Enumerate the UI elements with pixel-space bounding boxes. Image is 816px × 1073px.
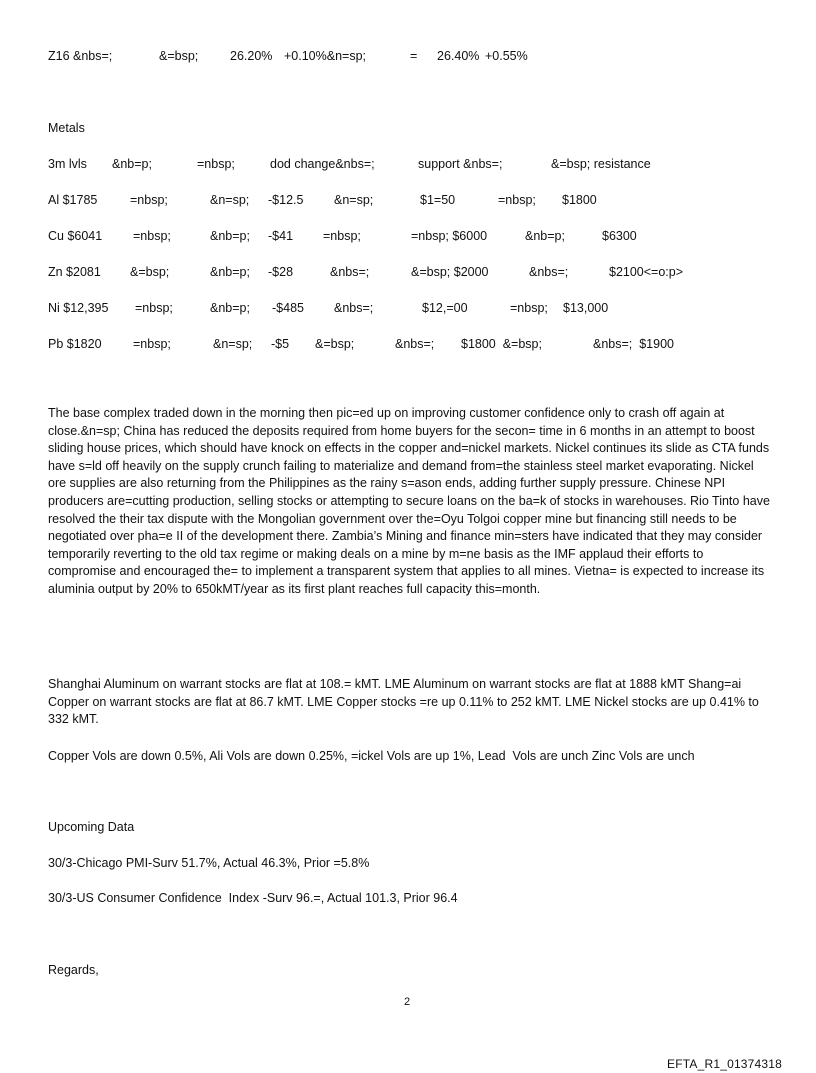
metal-level: Al $1785 (48, 193, 98, 207)
metal-change: -$28 (268, 265, 294, 279)
metal-filler: =nbsp; (133, 337, 171, 351)
metal-filler: =nbsp; (323, 229, 361, 243)
metal-change: -$485 (272, 301, 304, 315)
metal-filler: &nb=p; (525, 229, 565, 243)
metal-level: Zn $2081 (48, 265, 101, 279)
upcoming-heading: Upcoming Data (48, 820, 135, 834)
closing: Regards, (48, 963, 99, 977)
metals-header-cell: =nbsp; (197, 157, 235, 171)
metal-filler: =nbsp; (135, 301, 173, 315)
z16-cell: &=bsp; (159, 49, 199, 63)
metal-filler: &nb=p; (210, 301, 250, 315)
metal-filler: =nbsp; (133, 229, 171, 243)
stocks-paragraph: Shanghai Aluminum on warrant stocks are flat at 108.= kMT. LME Aluminum on warrant stocks are flat at 1888 kMT Shang=ai Copper on warrant stocks are flat at 86.7 kMT. LME Copper stocks =re up 0.11% to 252 kMT. LME Nickel stocks are up 0.41% to 332 kMT. (48, 677, 759, 727)
metals-header-cell: dod change&nbs=; (270, 157, 375, 171)
z16-cell: Z16 &nbs=; (48, 49, 113, 63)
z16-cell: +0.10%&n=sp; (284, 49, 367, 63)
metal-change: -$41 (268, 229, 294, 243)
metal-level: Cu $6041 (48, 229, 103, 243)
upcoming-item: 30/3-US Consumer Confidence Index -Surv 96.=, Actual 101.3, Prior 96.4 (48, 891, 458, 905)
metal-level: Pb $1820 (48, 337, 102, 351)
z16-cell: 26.20% (230, 49, 273, 63)
metal-change: -$12.5 (268, 193, 304, 207)
metal-filler: &nbs=; (334, 301, 374, 315)
page-number: 2 (404, 996, 411, 1008)
metal-filler: &n=sp; (213, 337, 253, 351)
metal-resistance: $2100<=o:p> (609, 265, 684, 279)
z16-cell: = (410, 49, 418, 63)
market-commentary: The base complex traded down in the morning then pic=ed up on improving customer confidence only to crash off again at close.&n=sp; China has reduced the deposits required from home buyers for the secon= time in 6 months in an attempt to boost sliding house prices, which should have knock on effects in the copper and=nickel markets. Nickel continues its slide as CTA funds have s=ld off heavily on the supply crunch failing to materialize and demand from=the stainless steel market evaporating. Nickel ore supplies are also returning from the Philippines as the rainy s=ason ends, adding further supply pressure. Chinese NPI producers are=cutting production, selling stocks or attempting to secure loans on the ba=k of stocks in warehouses. Rio Tinto have resolved the their tax dispute with the Mongolian government over the=Oyu Tolgoi copper mine but financing still needs to be negotiated over pha=e II of the development there. Zambia’s Mining and finance min=sters have indicated that they may consider temporarily reverting to the old tax regime or making deals on a mine by m=ne basis as the IMF applaud their efforts to compromise and encouraged the= to implement a transparent system that applies to all mines. Vietna= is expected to increase its aluminia output by 20% to 650kMT/year as its first plant reaches full capacity this=month. (48, 406, 770, 596)
metal-filler: &=bsp; (315, 337, 355, 351)
metals-header-cell: &nb=p; (112, 157, 152, 171)
metal-support: $1800 &=bsp; (461, 337, 542, 351)
metal-filler: &nb=p; (210, 229, 250, 243)
metal-support: $1=50 (420, 193, 456, 207)
metal-filler: &nbs=; (395, 337, 435, 351)
metals-header-cell: 3m lvls (48, 157, 87, 171)
metal-filler: &n=sp; (210, 193, 250, 207)
metal-filler: &nb=p; (210, 265, 250, 279)
metals-header-cell: support &nbs=; (418, 157, 503, 171)
metal-filler: &n=sp; (334, 193, 374, 207)
metals-header-cell: &=bsp; resistance (551, 157, 651, 171)
metal-support: &=bsp; $2000 (411, 265, 489, 279)
metal-filler: &=bsp; (130, 265, 170, 279)
metal-resistance: &nbs=; $1900 (593, 337, 674, 351)
metal-support: $12,=00 (422, 301, 468, 315)
metal-filler: =nbsp; (498, 193, 536, 207)
metal-change: -$5 (271, 337, 290, 351)
metal-resistance: $13,000 (563, 301, 609, 315)
upcoming-item: 30/3-Chicago PMI-Surv 51.7%, Actual 46.3%, Prior =5.8% (48, 856, 370, 870)
document-id: EFTA_R1_01374318 (667, 1057, 783, 1071)
vols-line: Copper Vols are down 0.5%, Ali Vols are down 0.25%, =ickel Vols are up 1%, Lead Vols are unch Zinc Vols are unch (48, 749, 695, 763)
metal-filler: &nbs=; (330, 265, 370, 279)
metal-resistance: $1800 (562, 193, 597, 207)
metal-resistance: $6300 (602, 229, 637, 243)
metal-filler: &nbs=; (529, 265, 569, 279)
metal-level: Ni $12,395 (48, 301, 109, 315)
metal-filler: =nbsp; (510, 301, 548, 315)
metal-filler: =nbsp; (130, 193, 168, 207)
metal-support: =nbsp; $6000 (411, 229, 488, 243)
metals-heading: Metals (48, 121, 85, 135)
z16-cell: 26.40% (437, 49, 480, 63)
z16-cell: +0.55% (485, 49, 528, 63)
